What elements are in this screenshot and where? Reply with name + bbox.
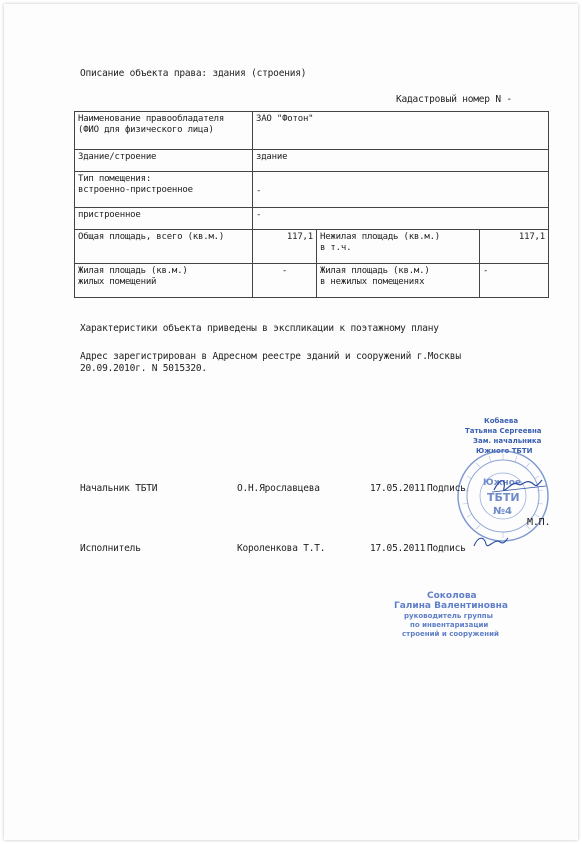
total-area-label: Общая площадь, всего (кв.м.) [75, 230, 253, 264]
object-description-table [74, 111, 549, 298]
stamp-top-line4: Южного ТБТИ [476, 447, 533, 455]
owner-value: ЗАО "Фотон" [253, 112, 549, 150]
attached-value: - [253, 208, 549, 230]
sign1-name: О.Н.Ярославцева [237, 483, 320, 494]
stamp-bottom-line2: Галина Валентиновна [394, 601, 508, 611]
table-row [75, 264, 549, 298]
sign2-name: Короленкова Т.Т. [237, 543, 326, 554]
seal-line3: №4 [493, 506, 512, 517]
stamp-top-line2: Татьяна Сергеевна [465, 427, 542, 435]
seal-line2: ТБТИ [487, 491, 520, 504]
res-area-value: - [253, 264, 317, 298]
address-line-1: Адрес зарегистрирован в Адресном реестре зданий и сооружений г.Москвы [80, 351, 461, 362]
characteristics-note: Характеристики объекта приведены в экспликации к поэтажному плану [80, 323, 439, 334]
sign1-date: 17.05.2011 [370, 483, 426, 494]
signature-2 [470, 532, 510, 552]
document-heading: Описание объекта права: здания (строения) [80, 68, 307, 79]
res-in-nonres-label: Жилая площадь (кв.м.) в нежилых помещениях [317, 264, 480, 298]
address-line-2: 20.09.2010г. N 5015320. [80, 363, 207, 374]
premises-type-label: Тип помещения: встроенно-пристроенное [75, 172, 253, 208]
stamp-top-line1: Кобаева [484, 417, 519, 425]
res-in-nonres-value: - [480, 264, 549, 298]
sign2-role: Исполнитель [80, 543, 141, 554]
stamp-bottom-line3: руководитель группы [404, 612, 493, 620]
res-area-label: Жилая площадь (кв.м.) жилых помещений [75, 264, 253, 298]
table-row [75, 208, 549, 230]
total-area-value: 117,1 [253, 230, 317, 264]
sign2-signature-label: Подпись [427, 543, 466, 554]
nonres-area-value: 117,1 [480, 230, 549, 264]
stamp-bottom-line4: по инвентаризации [410, 621, 489, 629]
stamp-bottom-line5: строений и сооружений [402, 630, 499, 638]
sign1-signature-label: Подпись [427, 483, 466, 494]
table-row [75, 112, 549, 150]
mp-label: М.П. [527, 517, 551, 528]
nonres-area-label: Нежилая площадь (кв.м.) в т.ч. [317, 230, 480, 264]
building-label: Здание/строение [75, 150, 253, 172]
stamp-top-line3: Зам. начальника [473, 437, 542, 445]
cadastral-number: Кадастровый номер N - [396, 94, 512, 105]
seal-line1: Южное [483, 478, 522, 488]
table-row [75, 230, 549, 264]
stamp-bottom-line1: Соколова [427, 591, 477, 601]
table-row [75, 150, 549, 172]
attached-label: пристроенное [75, 208, 253, 230]
owner-label: Наименование правообладателя (ФИО для физического лица) [75, 112, 253, 150]
sign1-role: Начальник ТБТИ [80, 483, 158, 494]
premises-type-value: - [253, 172, 549, 208]
table-row [75, 172, 549, 208]
signature-1 [490, 472, 550, 498]
sign2-date: 17.05.2011 [370, 543, 426, 554]
building-value: здание [253, 150, 549, 172]
